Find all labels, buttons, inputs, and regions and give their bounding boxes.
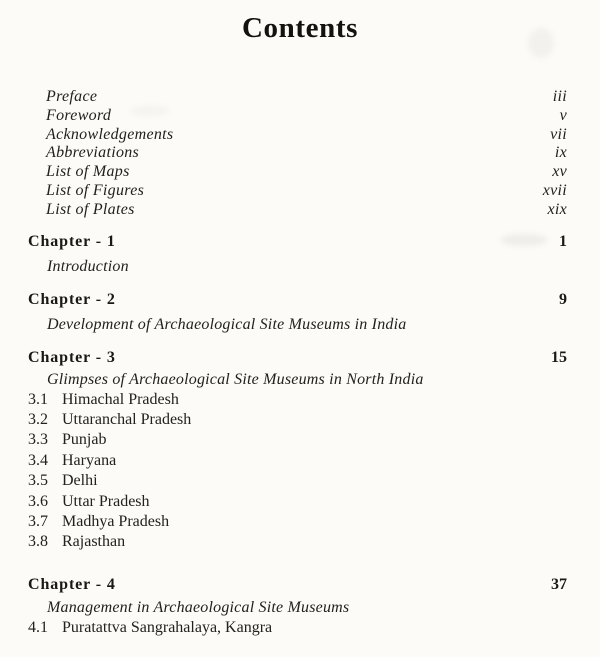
section-label: Uttar Pradesh — [62, 492, 150, 510]
chapter-block-2 — [0, 290, 600, 335]
front-matter-row — [0, 107, 600, 126]
section-number: 3.8 — [28, 533, 48, 551]
chapter-title: Chapter - 1 — [28, 232, 116, 250]
chapter-block-3 — [0, 348, 600, 553]
section-label: Delhi — [62, 472, 98, 490]
section-row — [0, 471, 600, 491]
front-matter-row — [0, 126, 600, 145]
front-matter-label: Foreword — [46, 106, 112, 124]
section-number: 3.3 — [28, 431, 48, 449]
chapter-subtitle: Management in Archaeological Site Museums — [47, 599, 350, 617]
section-label: Madhya Pradesh — [62, 513, 170, 531]
page-title: Contents — [242, 12, 358, 44]
chapter-page-number: 15 — [551, 348, 567, 366]
section-row — [0, 451, 600, 471]
front-matter-page-number: xvii — [542, 181, 567, 199]
front-matter-label: Abbreviations — [46, 144, 140, 162]
section-row — [0, 532, 600, 552]
front-matter-row — [0, 163, 600, 182]
section-number: 3.5 — [28, 472, 48, 490]
section-row — [0, 512, 600, 532]
section-label: Uttaranchal Pradesh — [62, 410, 192, 428]
front-matter-row — [0, 201, 600, 220]
section-row — [0, 430, 600, 450]
section-number: 3.7 — [28, 513, 48, 531]
front-matter-label: Preface — [46, 88, 98, 105]
section-number: 3.2 — [28, 410, 48, 428]
front-matter-row — [0, 182, 600, 201]
chapter-block-4 — [0, 575, 600, 638]
section-number: 3.1 — [28, 390, 48, 408]
chapter-page-number: 1 — [559, 232, 567, 250]
section-row — [0, 618, 600, 638]
section-row — [0, 390, 600, 410]
front-matter-page-number: v — [559, 106, 567, 124]
chapter-heading — [0, 232, 600, 252]
front-matter-page-number: iii — [552, 88, 567, 105]
chapter-heading — [0, 290, 600, 310]
section-number: 4.1 — [28, 618, 48, 636]
front-matter-label: Acknowledgements — [46, 125, 174, 143]
sections-list — [0, 618, 600, 638]
front-matter-page-number: xix — [547, 200, 567, 218]
chapter-page-number: 9 — [559, 290, 567, 308]
section-number: 3.4 — [28, 451, 48, 469]
chapter-subtitle: Introduction — [47, 258, 129, 276]
sections-list — [0, 390, 600, 553]
section-label: Himachal Pradesh — [62, 390, 179, 408]
section-label: Haryana — [62, 451, 117, 469]
front-matter-label: List of Plates — [46, 200, 135, 218]
section-label: Puratattva Sangrahalaya, Kangra — [62, 618, 273, 636]
chapter-block-1 — [0, 232, 600, 277]
front-matter-page-number: xv — [552, 163, 567, 181]
section-label: Rajasthan — [62, 533, 126, 551]
chapter-subtitle: Glimpses of Archaeological Site Museums in North India — [47, 371, 424, 389]
section-number: 3.6 — [28, 492, 48, 510]
section-label: Punjab — [62, 431, 107, 449]
front-matter-page-number: vii — [550, 125, 567, 143]
chapter-heading — [0, 348, 600, 368]
chapter-heading — [0, 575, 600, 595]
front-matter-row — [0, 88, 600, 107]
chapter-title: Chapter - 3 — [28, 348, 116, 366]
front-matter-label: List of Figures — [46, 181, 145, 199]
front-matter-row — [0, 144, 600, 163]
chapter-subtitle: Development of Archaeological Site Museums in India — [47, 316, 407, 334]
chapter-title: Chapter - 2 — [28, 290, 116, 308]
front-matter-list — [0, 88, 600, 220]
section-row — [0, 492, 600, 512]
chapter-page-number: 37 — [551, 575, 567, 593]
front-matter-label: List of Maps — [46, 163, 130, 181]
section-row — [0, 410, 600, 430]
front-matter-page-number: ix — [554, 144, 567, 162]
chapter-title: Chapter - 4 — [28, 575, 116, 593]
